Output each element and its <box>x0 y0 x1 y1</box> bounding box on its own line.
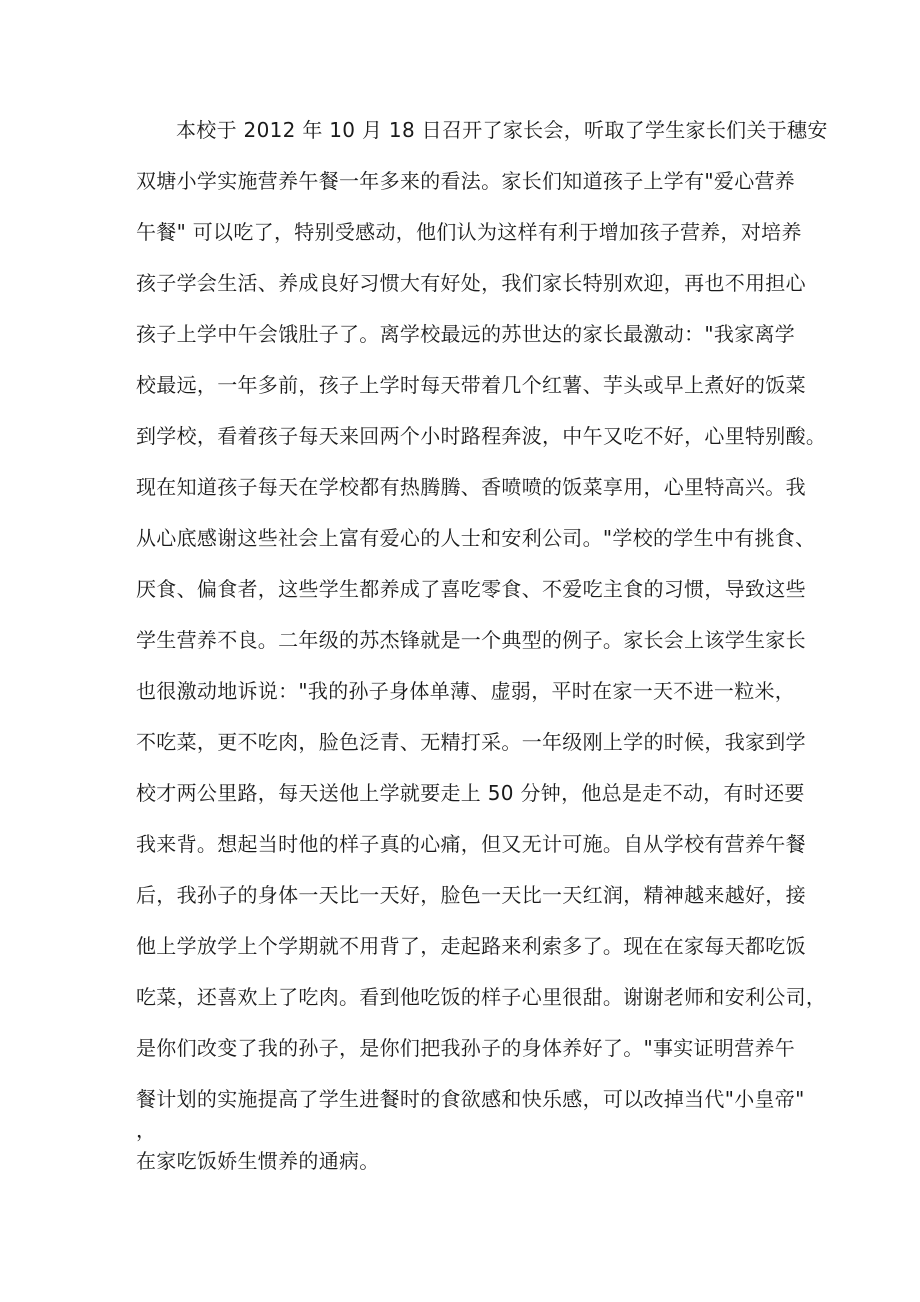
paragraph-line: 从心底感谢这些社会上富有爱心的人士和安利公司。"学校的学生中有挑食、 <box>136 526 816 550</box>
paragraph-line: 校才两公里路，每天送他上学就要走上 50 分钟，他总是走不动，有时还要 <box>136 781 805 805</box>
paragraph-line: 现在知道孩子每天在学校都有热腾腾、香喷喷的饭菜享用，心里特高兴。我 <box>136 475 806 499</box>
paragraph-line: 吃菜，还喜欢上了吃肉。看到他吃饭的样子心里很甜。谢谢老师和安利公司， <box>136 985 827 1009</box>
paragraph-line: 本校于 2012 年 10 月 18 日召开了家长会，听取了学生家长们关于穗安 <box>176 118 828 142</box>
paragraph-line: 厌食、偏食者，这些学生都养成了喜吃零食、不爱吃主食的习惯，导致这些 <box>136 577 806 601</box>
paragraph-line: 是你们改变了我的孙子，是你们把我孙子的身体养好了。"事实证明营养午 <box>136 1036 796 1060</box>
paragraph-line: 双塘小学实施营养午餐一年多来的看法。家长们知道孩子上学有"爱心营养 <box>136 169 796 193</box>
paragraph-line: 餐计划的实施提高了学生进餐时的食欲感和快乐感，可以改掉当代"小皇帝" <box>136 1087 805 1111</box>
paragraph-line: 午餐" 可以吃了，特别受感动，他们认为这样有利于增加孩子营养，对培养 <box>136 220 802 244</box>
paragraph-line: 孩子上学中午会饿肚子了。离学校最远的苏世达的家长最激动："我家离学 <box>136 322 796 346</box>
paragraph-line: ， <box>136 1118 157 1142</box>
paragraph-line: 到学校，看着孩子每天来回两个小时路程奔波，中午又吃不好，心里特别酸。 <box>136 424 827 448</box>
paragraph-line: 我来背。想起当时他的样子真的心痛，但又无计可施。自从学校有营养午餐 <box>136 832 806 856</box>
paragraph-line: 他上学放学上个学期就不用背了，走起路来利索多了。现在在家每天都吃饭 <box>136 934 806 958</box>
paragraph-line: 校最远，一年多前，孩子上学时每天带着几个红薯、芋头或早上煮好的饭菜 <box>136 373 806 397</box>
paragraph-line: 学生营养不良。二年级的苏杰锋就是一个典型的例子。家长会上该学生家长 <box>136 628 806 652</box>
paragraph-line: 不吃菜，更不吃肉，脸色泛青、无精打采。一年级刚上学的时候，我家到学 <box>136 730 806 754</box>
paragraph-line: 在家吃饭娇生惯养的通病。 <box>136 1149 380 1173</box>
paragraph-line: 后，我孙子的身体一天比一天好，脸色一天比一天红润，精神越来越好，接 <box>136 883 806 907</box>
paragraph-line: 孩子学会生活、养成良好习惯大有好处，我们家长特别欢迎，再也不用担心 <box>136 271 806 295</box>
paragraph-line: 也很激动地诉说："我的孙子身体单薄、虚弱，平时在家一天不进一粒米， <box>136 679 796 703</box>
